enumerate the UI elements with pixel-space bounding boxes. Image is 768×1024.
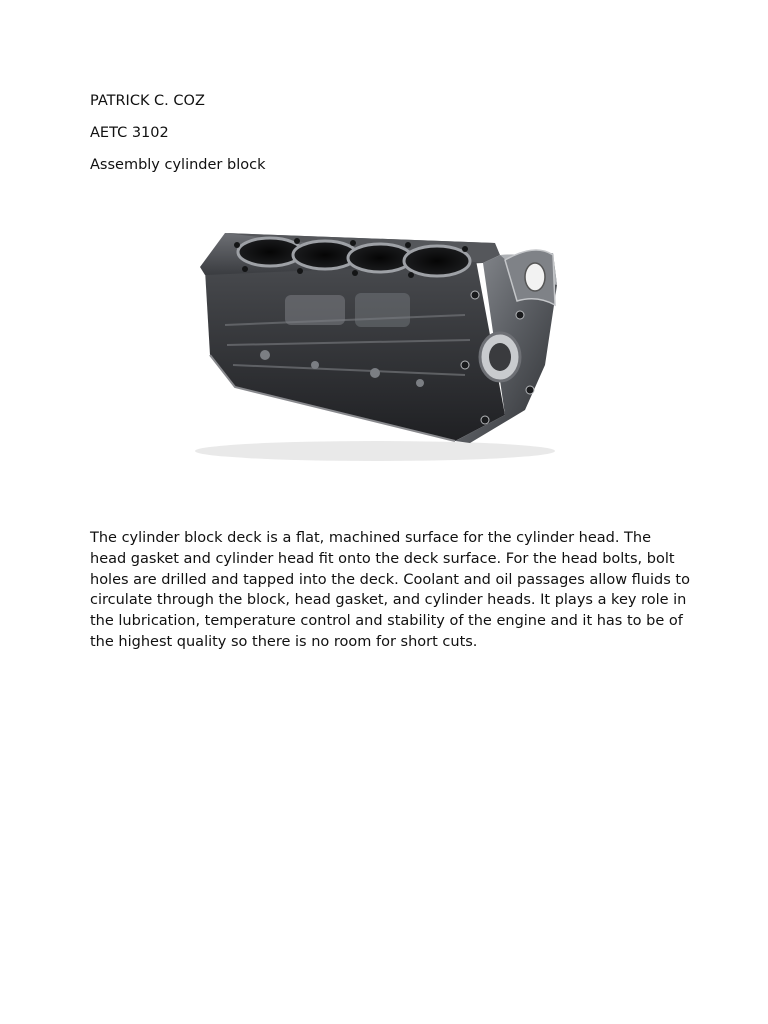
author-name: PATRICK C. COZ — [90, 93, 205, 109]
document-title: Assembly cylinder block — [90, 157, 266, 173]
course-code: AETC 3102 — [90, 125, 169, 141]
cylinder-block-image — [165, 215, 605, 480]
engine-block-icon — [165, 215, 605, 480]
body-paragraph: The cylinder block deck is a flat, machined surface for the cylinder head. The head gasket and cylinder head fit onto the deck surface. For the head bolts, bolt holes are drilled and tapped into the deck. Coolant and oil passages allow fluids to circulate through the block, head gasket, and cylinder heads. It plays a key role in the lubrication, temperature control and stability of the engine and it has to be of the highest quality so there is no room for short cuts. — [90, 530, 690, 650]
